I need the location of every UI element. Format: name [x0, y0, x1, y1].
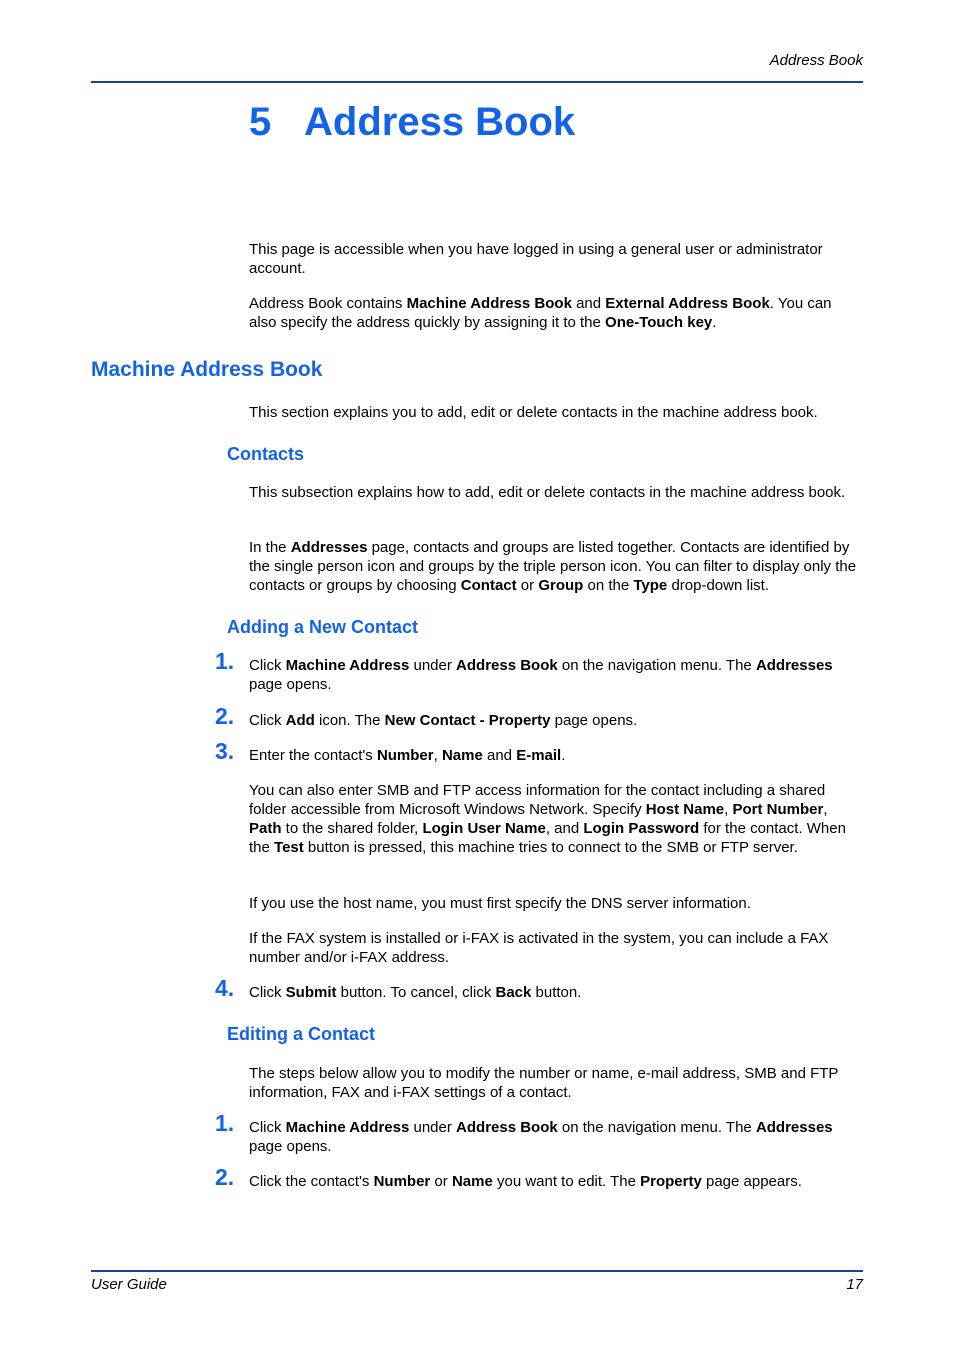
step-number: 2.	[215, 1164, 235, 1190]
step-number: 2.	[215, 703, 235, 729]
adding-step-3: Enter the contact's Number, Name and E-mail.	[249, 747, 566, 764]
chapter-number: 5	[249, 100, 272, 144]
footer-rule	[91, 1270, 863, 1272]
bold-term: Machine Address	[285, 657, 410, 674]
adding-step-4: Click Submit button. To cancel, click Back button.	[249, 984, 582, 1001]
adding-note-fax: If the FAX system is installed or i-FAX is activated in the system, you can include a FAX number and/or i-FAX address.	[249, 930, 829, 966]
bold-term: Login User Name	[422, 820, 546, 837]
editing-step-2: Click the contact's Number or Name you want to edit. The Property page appears.	[249, 1173, 802, 1190]
intro-paragraph-2: Address Book contains Machine Address Book and External Address Book. You can also specify the address quickly by assigning it to the One-Touch key.	[249, 295, 832, 331]
bold-term: Number	[373, 1173, 431, 1190]
bold-term: Property	[640, 1173, 702, 1190]
bold-term: Add	[285, 712, 315, 729]
bold-term: Host Name	[645, 801, 725, 818]
contacts-paragraph-1: This subsection explains how to add, edit or delete contacts in the machine address book.	[249, 484, 846, 501]
step-number: 4.	[215, 975, 235, 1001]
bold-term: Addresses	[755, 1119, 833, 1136]
step-number: 3.	[215, 738, 235, 764]
step-number: 1.	[215, 648, 235, 674]
bold-term: Group	[538, 577, 584, 594]
footer-doc-title: User Guide	[91, 1276, 167, 1293]
bold-term: Back	[495, 984, 532, 1001]
header-rule	[91, 81, 863, 83]
subsection-heading-editing-contact: Editing a Contact	[227, 1024, 375, 1044]
adding-note-smb-ftp: You can also enter SMB and FTP access information for the contact including a shared folder accessible from Microsoft Windows Network. Specify Host Name, Port Number, Path to the shared folder, Login User Name, and Login Password for the contact. When the Test button is pressed, this machine tries to connect to the SMB or FTP server.	[249, 782, 846, 856]
adding-step-2: Click Add icon. The New Contact - Property page opens.	[249, 712, 638, 729]
bold-term: Address Book	[456, 657, 558, 674]
bold-term: Machine Address	[285, 1119, 410, 1136]
adding-step-1: Click Machine Address under Address Book on the navigation menu. The Addresses page opens.	[249, 657, 833, 693]
bold-term: Address Book	[456, 1119, 558, 1136]
subsection-heading-contacts: Contacts	[227, 444, 305, 464]
chapter-title-text: Address Book	[304, 100, 576, 144]
subsection-heading-adding-contact: Adding a New Contact	[227, 617, 419, 637]
intro-paragraph-1: This page is accessible when you have logged in using a general user or administrator account.	[249, 241, 823, 277]
running-header: Address Book	[769, 52, 863, 69]
bold-term: One-Touch key	[605, 314, 713, 331]
bold-term: Name	[441, 747, 483, 764]
machine-address-book-text: This section explains you to add, edit or delete contacts in the machine address book.	[249, 404, 818, 421]
bold-term: Machine Address Book	[406, 295, 572, 312]
bold-term: Port Number	[732, 801, 824, 818]
editing-step-1: Click Machine Address under Address Book on the navigation menu. The Addresses page opens.	[249, 1119, 833, 1155]
bold-term: Contact	[460, 577, 517, 594]
bold-term: E-mail	[516, 747, 562, 764]
editing-intro: The steps below allow you to modify the number or name, e-mail address, SMB and FTP information, FAX and i-FAX settings of a contact.	[249, 1065, 839, 1101]
bold-term: Type	[633, 577, 668, 594]
bold-term: Path	[249, 820, 282, 837]
bold-term: Addresses	[290, 539, 368, 556]
adding-note-dns: If you use the host name, you must first specify the DNS server information.	[249, 895, 751, 912]
bold-term: Name	[451, 1173, 493, 1190]
bold-term: External Address Book	[605, 295, 770, 312]
bold-term: Addresses	[755, 657, 833, 674]
page-number: 17	[846, 1276, 863, 1293]
bold-term: Number	[376, 747, 434, 764]
section-heading-machine-address-book: Machine Address Book	[91, 358, 323, 381]
contacts-paragraph-2: In the Addresses page, contacts and groups are listed together. Contacts are identified by the single person icon and groups by the triple person icon. You can filter to display only the contacts or groups by choosing Contact or Group on the Type drop-down list.	[249, 539, 857, 594]
step-number: 1.	[215, 1110, 235, 1136]
bold-term: Login Password	[583, 820, 700, 837]
bold-term: Submit	[285, 984, 337, 1001]
chapter-title	[249, 100, 575, 145]
bold-term: Test	[274, 839, 304, 856]
bold-term: New Contact - Property	[384, 712, 551, 729]
